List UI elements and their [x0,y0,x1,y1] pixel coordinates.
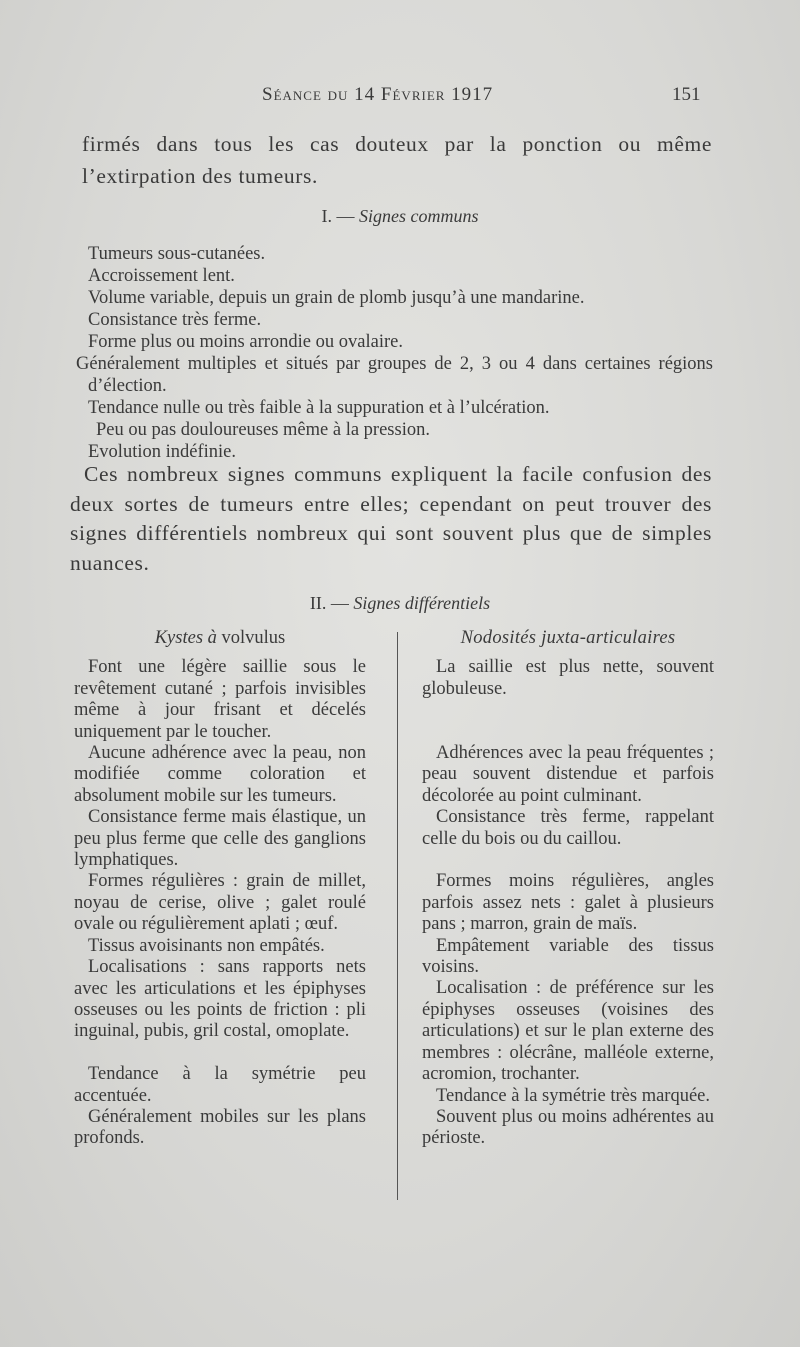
list-item: Généralement mobiles sur les plans profonds. [74,1106,366,1149]
list-item: Consistance ferme mais élastique, un peu plus ferme que celle des ganglions lymphatiques. [74,807,366,871]
list-item: Consistance très ferme, rappelant celle du bois ou du caillou. [422,807,714,849]
column-divider [397,632,398,1200]
common-signs-list [76,243,713,463]
section-title: Signes communs [359,206,479,226]
list-item: Localisations : sans rapports nets avec les articulations et les épiphyses osseuses ou les points de friction : pli inguinal, pubis, gril costal, omoplate. [74,957,366,1042]
list-item: Empâtement variable des tissus voisins. [422,935,714,978]
list-item: Aucune adhérence avec la peau, non modifiée comme coloration et absolument mobile sur les tumeurs. [74,743,366,806]
column-heading: Nodosités juxta-articulaires [460,628,676,648]
list-item: Peu ou pas douloureuses même à la pression. [96,420,430,440]
list-item: Souvent plus ou moins adhérentes au périoste. [422,1106,714,1149]
left-column-volvulus-cysts [74,628,366,1150]
spacer [422,700,714,743]
list-item: Tendance nulle ou très faible à la suppuration et à l’ulcération. [88,398,550,418]
list-item: Localisation : de préférence sur les épiphyses osseuses (voisines des articulations) et sur le plan externe des membres : olécrâne, malléole externe, acromion, trochanter. [422,978,714,1085]
section-numeral: II. — [309,593,349,613]
list-item: Tissus avoisinants non empâtés. [88,935,325,956]
column-heading-roman: volvulus [221,628,286,648]
list-item: Font une légère saillie sous le revêtement cutané ; parfois invisibles même à jour frisant et décelés uniquement par le toucher. [74,657,366,742]
running-title: Séance du 14 Février 1917 [262,84,494,105]
list-item: Accroissement lent. [88,266,235,286]
list-item: Evolution indéfinie. [88,442,236,462]
list-item: Formes moins régulières, angles parfois assez nets : galet à plusieurs pans ; marron, grain de maïs. [422,871,714,935]
section-heading-differential-signs [0,593,800,614]
list-item: Formes régulières : grain de millet, noyau de cerise, olive ; galet roulé ovale ou régulièrement aplati ; œuf. [74,871,366,935]
list-item: Tumeurs sous-cutanées. [88,244,266,264]
section-numeral: I. — [321,206,355,226]
column-heading-italic: Kystes à [154,628,217,648]
list-item: Volume variable, depuis un grain de plomb jusqu’à une mandarine. [88,288,585,308]
spacer [422,850,714,871]
right-column-juxta-articular-nodules [422,628,714,1150]
spacer [74,1043,366,1064]
list-item: La saillie est plus nette, souvent globuleuse. [422,657,714,699]
middle-paragraph: Ces nombreux signes communs expliquent la facile confusion des deux sortes de tumeurs entre elles; cependant on peut trouver des signes différentiels nombreux qui sont souvent plus que de simples nuances. [70,462,712,575]
column-heading [74,628,366,649]
list-item: Forme plus ou moins arrondie ou ovalaire. [88,332,403,352]
list-item: Tendance à la symétrie peu accentuée. [74,1064,366,1106]
list-item: Généralement multiples et situés par groupes de 2, 3 ou 4 dans certaines régions d’élection. [76,354,713,396]
running-head [0,84,800,112]
lead-paragraph: firmés dans tous les cas douteux par la ponction ou même l’extirpation des tumeurs. [82,132,712,188]
page-number: 151 [672,84,701,105]
list-item: Adhérences avec la peau fréquentes ; peau souvent distendue et parfois décolorée au point culminant. [422,743,714,806]
list-item: Consistance très ferme. [88,310,262,330]
section-title: Signes différentiels [353,593,491,613]
section-heading-common-signs [0,206,800,227]
list-item: Tendance à la symétrie très marquée. [436,1085,711,1106]
